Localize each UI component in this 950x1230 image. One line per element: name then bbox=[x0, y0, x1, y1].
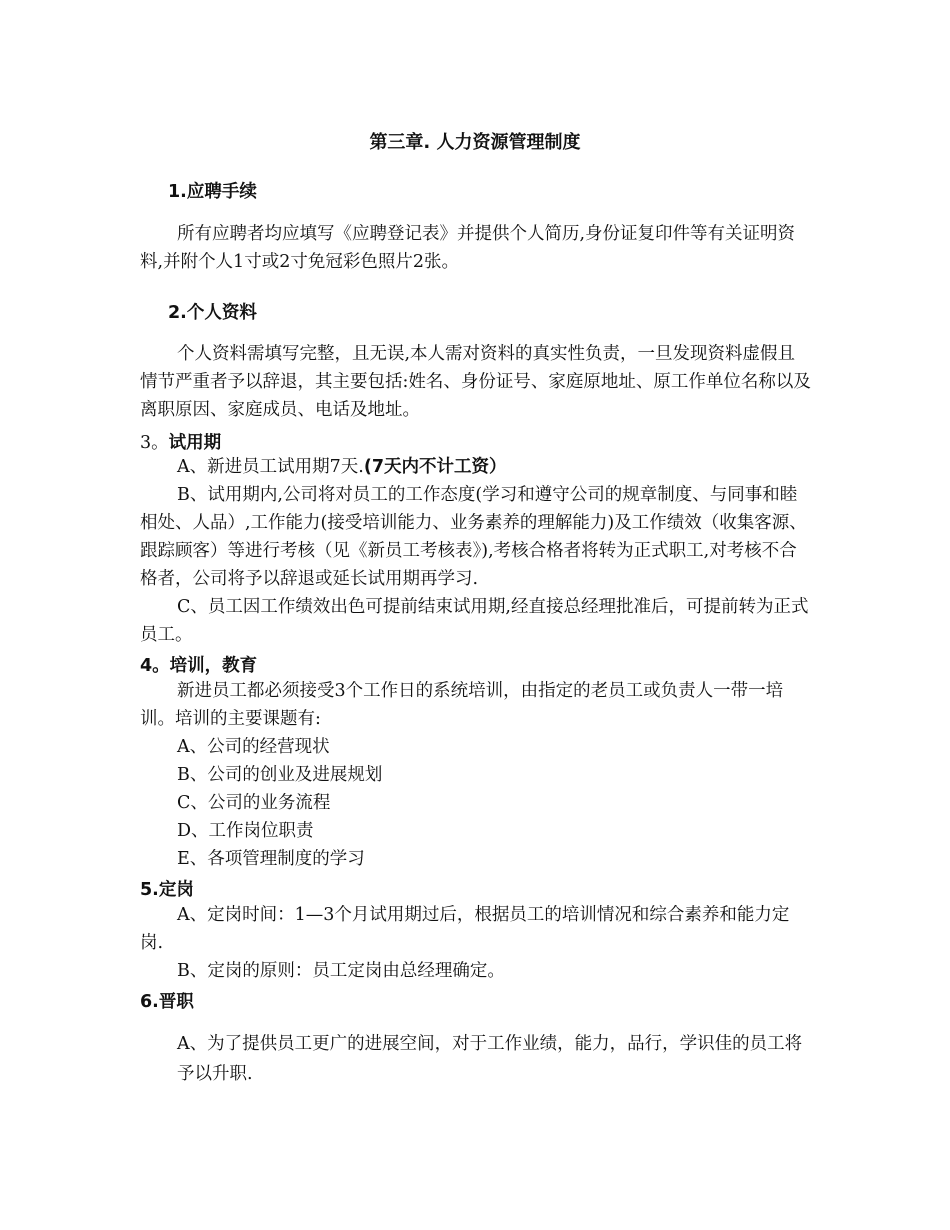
section-3-item-a-text: A、新进员工试用期7天. bbox=[177, 457, 364, 477]
section-3-heading-text: 试用期 bbox=[168, 433, 222, 453]
section-3-heading-number: 3。 bbox=[140, 433, 169, 453]
section-4-item: C、公司的业务流程 bbox=[177, 793, 331, 813]
section-4-item: E、各项管理制度的学习 bbox=[177, 849, 365, 869]
section-2-body: 个人资料需填写完整，且无误,本人需对资料的真实性负责，一旦发现资料虚假且情节严重者予以辞退，其主要包括:姓名、身份证号、家庭原地址、原工作单位名称以及离职原因、家庭成员、电话及地址。 bbox=[140, 344, 811, 420]
section-4-item: A、公司的经营现状 bbox=[177, 737, 330, 757]
section-4-item: D、工作岗位职责 bbox=[177, 821, 314, 841]
section-3-heading bbox=[140, 429, 221, 454]
section-3-item-b: B、试用期内,公司将对员工的工作态度(学习和遵守公司的规章制度、与同事和睦相处、人品）,工作能力(接受培训能力、业务素养的理解能力)及工作绩效（收集客源、跟踪顾客）等进行考核（见《新员工考核表》),考核合格者将转为正式职工,对考核不合格者，公司将予以辞退或延长试用期再学习. bbox=[140, 485, 807, 589]
section-5-item-a: A、定岗时间：1—3个月试用期过后，根据员工的培训情况和综合素养和能力定岗. bbox=[140, 905, 790, 953]
section-1-body: 所有应聘者均应填写《应聘登记表》并提供个人简历,身份证复印件等有关证明资料,并附个人1寸或2寸免冠彩色照片2张。 bbox=[140, 224, 796, 272]
section-5-item-b: B、定岗的原则：员工定岗由总经理确定。 bbox=[177, 961, 505, 981]
section-1-heading: 1.应聘手续 bbox=[168, 182, 257, 202]
section-3-item-c: C、员工因工作绩效出色可提前结束试用期,经直接总经理批准后，可提前转为正式员工。 bbox=[140, 597, 809, 645]
section-4-intro: 新进员工都必须接受3个工作日的系统培训，由指定的老员工或负责人一带一培训。培训的主要课题有: bbox=[140, 681, 784, 729]
section-3-item-a-note: (7天内不计工资） bbox=[363, 457, 507, 477]
section-6-heading: 6.晋职 bbox=[140, 992, 194, 1012]
section-4-item: B、公司的创业及进展规划 bbox=[177, 765, 383, 785]
section-6-item-a: A、为了提供员工更广的进展空间，对于工作业绩，能力，品行，学识佳的员工将予以升职. bbox=[177, 1034, 803, 1084]
section-5-heading: 5.定岗 bbox=[140, 880, 194, 900]
section-4-heading: 4。培训，教育 bbox=[140, 656, 258, 676]
chapter-title: 第三章. 人力资源管理制度 bbox=[369, 132, 581, 153]
section-3-item-a bbox=[177, 453, 507, 481]
section-2-heading: 2.个人资料 bbox=[168, 303, 257, 323]
